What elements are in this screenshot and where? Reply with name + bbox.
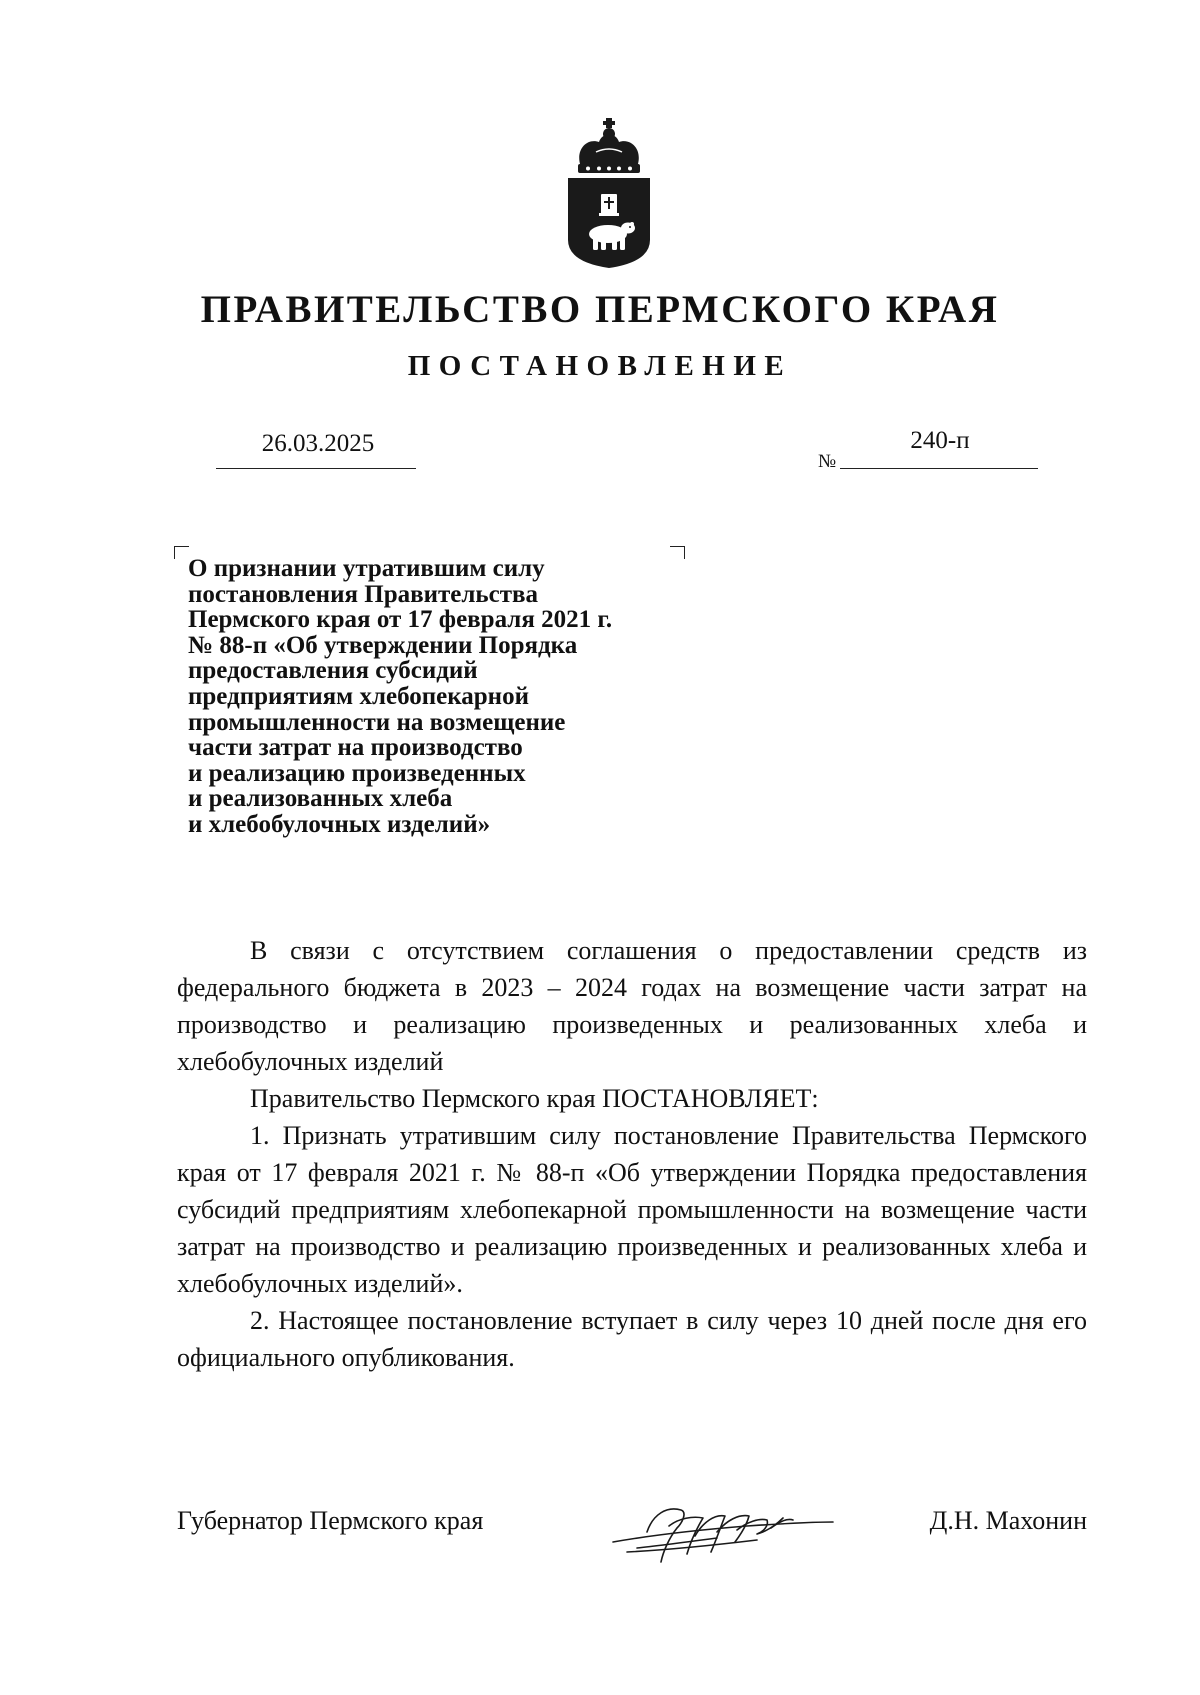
signatory-role: Губернатор Пермского края (177, 1506, 484, 1535)
subject-line: Пермского края от 17 февраля 2021 г. (188, 606, 613, 634)
subject-line: части затрат на производство (188, 734, 523, 762)
number-sign: № (818, 451, 837, 472)
subject-line: и реализацию произведенных (188, 759, 526, 787)
number-underline (840, 468, 1038, 469)
subject-line: и реализованных хлеба (188, 785, 453, 813)
subject-line: промышленности на возмещение (188, 708, 566, 736)
document-subject (188, 556, 708, 838)
document-body (177, 932, 1087, 1376)
document-type: ПОСТАНОВЛЕНИЕ (407, 350, 793, 382)
signatory-name: Д.Н. Махонин (929, 1506, 1087, 1535)
subject-line: предоставления субсидий (188, 657, 478, 685)
date-underline (216, 468, 416, 469)
document-number: 240-п (910, 427, 970, 454)
item-1-paragraph: 1. Признать утратившим силу постановление Правительства Пермского края от 17 февраля 2021 г. № 88-п «Об утверждении Порядка предоставления субсидий предприятиям хлебопекарной промышленности на возмещение части затрат на производство и реализацию произведенных и реализованных хлеба и хлебобулочных изделий». (177, 1121, 1087, 1298)
document-date: 26.03.2025 (261, 430, 375, 457)
subject-corner-left (174, 546, 189, 559)
perm-krai-coat-of-arms-icon (566, 118, 652, 270)
decree-paragraph: Правительство Пермского края ПОСТАНОВЛЯЕТ: (250, 1084, 819, 1113)
organization-title: ПРАВИТЕЛЬСТВО ПЕРМСКОГО КРАЯ (200, 288, 1000, 331)
subject-line: постановления Правительства (188, 580, 538, 608)
signature-block (177, 1502, 1087, 1572)
handwritten-signature-icon (607, 1492, 837, 1572)
subject-line: предприятиям хлебопекарной (188, 682, 529, 710)
subject-line: № 88-п «Об утверждении Порядка (188, 631, 578, 659)
subject-line: О признании утратившим силу (188, 555, 545, 582)
preamble-paragraph: В связи с отсутствием соглашения о предоставлении средств из федерального бюджета в 2023 – 2024 годах на возмещение части затрат на производство и реализацию произведенных и реализованных хлеба и хлебобулочных изделий (177, 936, 1087, 1076)
item-2-paragraph: 2. Настоящее постановление вступает в силу через 10 дней после дня его официального опубликования. (177, 1306, 1087, 1372)
subject-line: и хлебобулочных изделий» (188, 810, 491, 838)
